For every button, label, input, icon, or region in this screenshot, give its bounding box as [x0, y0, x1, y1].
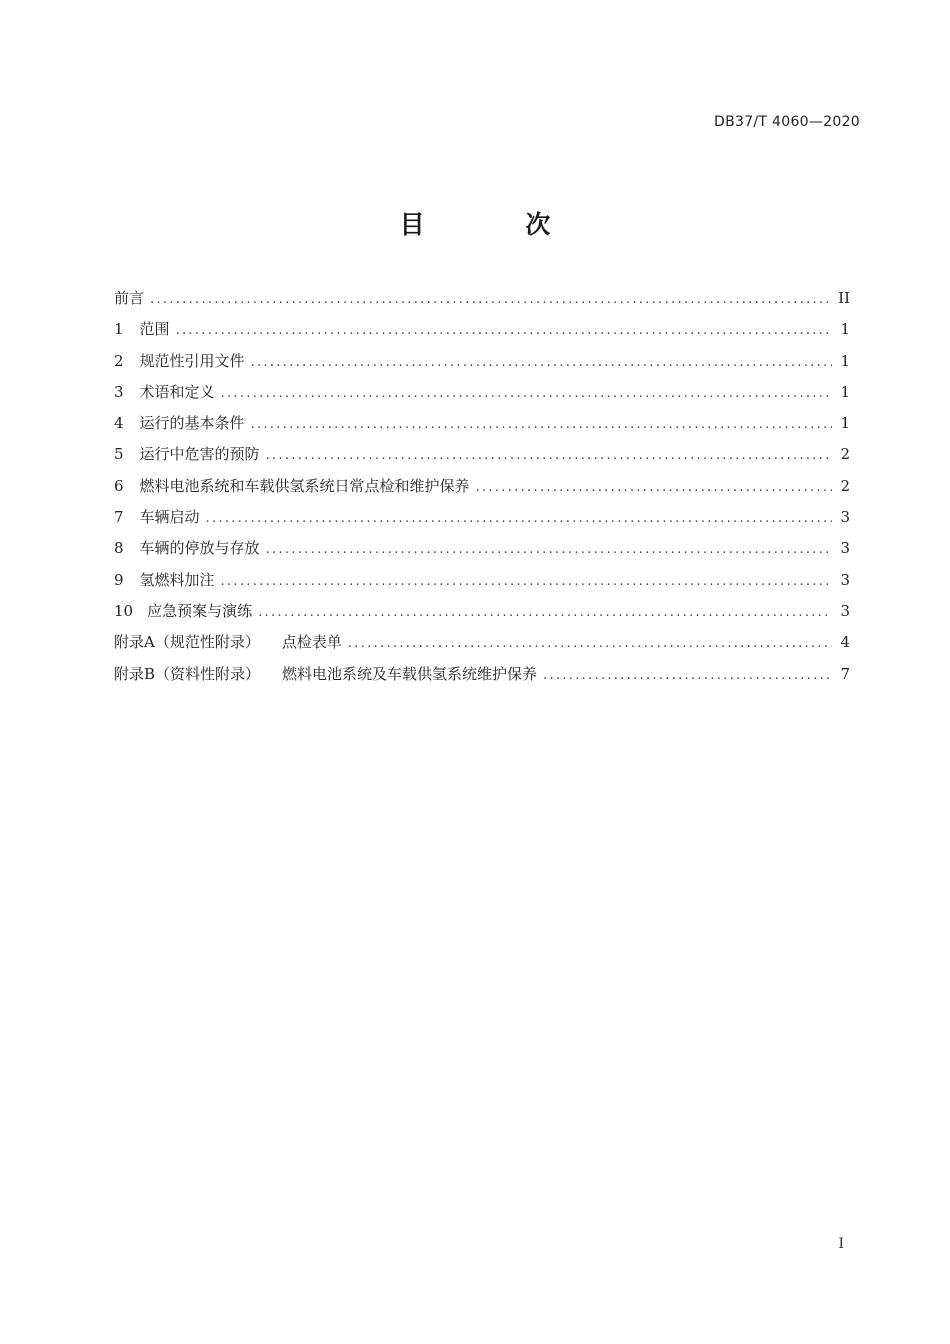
toc-entry-label	[114, 439, 260, 470]
table-of-contents	[114, 283, 850, 690]
toc-entry-label	[114, 377, 215, 408]
page-number: I	[838, 1236, 844, 1252]
toc-leader	[206, 503, 832, 534]
toc-entry-page: 7	[840, 664, 850, 683]
toc-leader	[266, 534, 832, 565]
toc-leader	[251, 347, 832, 378]
toc-entry-title: 点检表单	[281, 633, 342, 652]
toc-entry-number: 4	[114, 414, 124, 433]
toc-entry-title: 车辆启动	[139, 508, 200, 527]
toc-entry-label	[114, 627, 342, 658]
toc-entry-title: 车辆的停放与存放	[139, 539, 260, 558]
toc-leader	[258, 597, 832, 628]
toc-title: 目 次	[399, 210, 597, 239]
toc-entry-preface[interactable]	[114, 283, 850, 314]
toc-entry-title: 规范性引用文件	[139, 351, 245, 370]
toc-entry-title: 范围	[139, 320, 170, 339]
toc-entry-number: 1	[114, 320, 124, 339]
toc-entry-title: 燃料电池系统和车载供氢系统日常点检和维护保养	[139, 476, 470, 495]
toc-leader	[543, 660, 832, 691]
toc-entry-page: 2	[840, 445, 850, 464]
toc-entry-number: 6	[114, 476, 124, 495]
toc-entry-label	[114, 502, 200, 533]
toc-entry-number: 10	[114, 601, 134, 620]
toc-leader	[266, 440, 832, 471]
toc-entry-page: 1	[840, 414, 850, 433]
toc-entry-number: 附录A（规范性附录）	[114, 633, 260, 652]
toc-entry-title: 前言	[114, 289, 145, 307]
toc-entry-page: 3	[840, 570, 850, 589]
toc-entry-label	[114, 533, 260, 564]
toc-entry-8[interactable]	[114, 533, 850, 564]
toc-entry-page: 1	[840, 320, 850, 339]
toc-entry-number: 9	[114, 570, 124, 589]
toc-entry-label	[114, 408, 245, 439]
toc-leader	[221, 566, 832, 597]
toc-entry-number: 8	[114, 539, 124, 558]
toc-entry-number: 5	[114, 445, 124, 464]
toc-entry-appendix-a[interactable]	[114, 627, 850, 658]
toc-entry-page: 2	[840, 476, 850, 495]
toc-entry-label	[114, 596, 252, 627]
toc-entry-label	[114, 283, 144, 314]
toc-entry-label	[114, 565, 215, 596]
toc-entry-page: 3	[840, 539, 850, 558]
toc-leader	[476, 472, 832, 503]
toc-entry-page: 4	[840, 633, 850, 652]
toc-entry-appendix-b[interactable]	[114, 659, 850, 690]
toc-entry-2[interactable]	[114, 346, 850, 377]
toc-entry-page: 1	[840, 382, 850, 401]
toc-entry-7[interactable]	[114, 502, 850, 533]
toc-entry-title: 燃料电池系统及车载供氢系统维护保养	[282, 664, 538, 683]
toc-leader	[348, 628, 832, 659]
toc-entry-page: 1	[840, 351, 850, 370]
toc-entry-label	[114, 659, 537, 690]
toc-leader	[150, 284, 832, 315]
toc-entry-title: 氢燃料加注	[139, 570, 215, 589]
toc-entry-number: 3	[114, 382, 124, 401]
toc-entry-9[interactable]	[114, 565, 850, 596]
toc-leader	[176, 315, 832, 346]
toc-leader	[221, 378, 832, 409]
toc-entry-5[interactable]	[114, 439, 850, 470]
toc-entry-1[interactable]	[114, 314, 850, 345]
toc-entry-number: 7	[114, 508, 124, 527]
toc-entry-label	[114, 346, 245, 377]
toc-entry-page: 3	[840, 601, 850, 620]
toc-entry-title: 术语和定义	[139, 382, 215, 401]
toc-entry-number: 2	[114, 351, 124, 370]
toc-entry-title: 应急预案与演练	[147, 601, 253, 620]
toc-entry-10[interactable]	[114, 596, 850, 627]
toc-entry-page: 3	[840, 508, 850, 527]
toc-entry-title: 运行中危害的预防	[139, 445, 260, 464]
toc-entry-number: 附录B（资料性附录）	[114, 664, 261, 683]
toc-entry-3[interactable]	[114, 377, 850, 408]
toc-entry-title: 运行的基本条件	[139, 414, 245, 433]
toc-entry-page: II	[838, 289, 850, 307]
toc-leader	[251, 409, 832, 440]
toc-entry-6[interactable]	[114, 471, 850, 502]
toc-entry-4[interactable]	[114, 408, 850, 439]
toc-entry-label	[114, 471, 470, 502]
standard-code: DB37/T 4060—2020	[714, 114, 860, 130]
toc-entry-label	[114, 314, 170, 345]
